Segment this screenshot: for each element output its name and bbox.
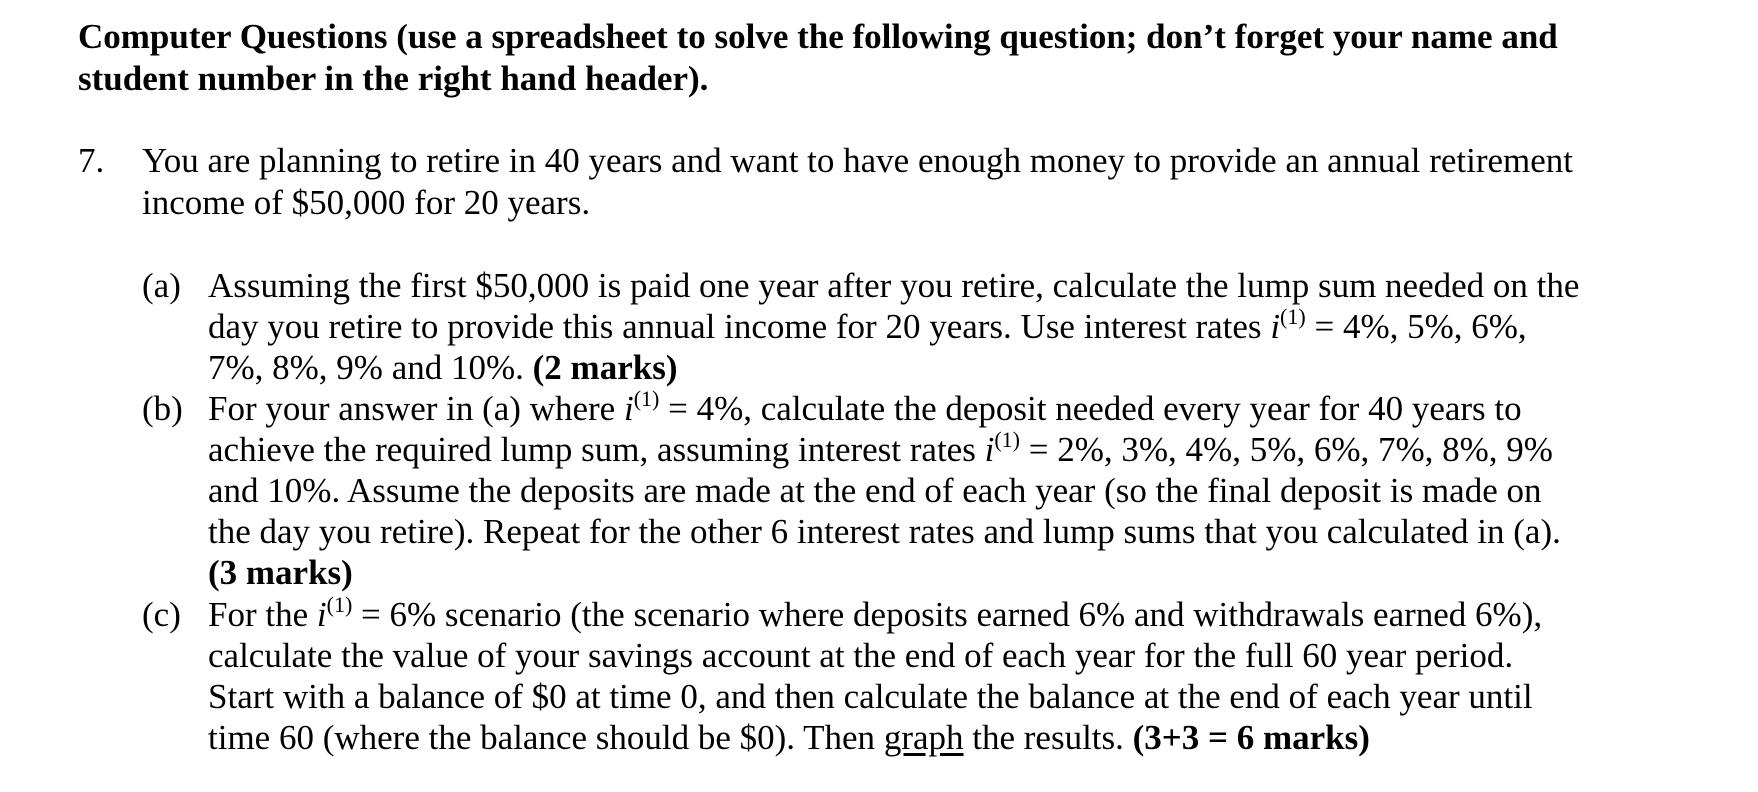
part-b-line-2-text: achieve the required lump sum, assuming interest rates [208, 430, 985, 469]
part-a-line-1: Assuming the first $50,000 is paid one year after you retire, calculate the lump sum needed on the [208, 266, 1580, 305]
part-c-label: (c) [142, 595, 181, 634]
question-number: 7. [78, 141, 105, 180]
rate-symbol: i [316, 595, 327, 634]
rate-superscript: (1) [994, 427, 1020, 452]
part-b-line-1-text: For your answer in (a) where [208, 389, 624, 428]
part-c-line-4-rest: the results. [963, 718, 1133, 757]
part-c-line-1-text: For the [208, 595, 317, 634]
question-stem [142, 140, 1742, 224]
part-a-line-2 [208, 306, 1758, 347]
part-a-line-2-rates: = 4%, 5%, 6%, [1305, 307, 1527, 346]
part-c-line-1 [208, 594, 1758, 635]
part-b-line-2 [208, 429, 1758, 470]
part-b-marks: (3 marks) [208, 553, 353, 592]
part-a-line-3-text: 7%, 8%, 9% and 10%. [208, 348, 533, 387]
part-c-line-3: Start with a balance of $0 at time 0, and then calculate the balance at the end of each year until [208, 677, 1533, 716]
part-b-label: (b) [142, 389, 183, 428]
rate-symbol: i [1270, 307, 1281, 346]
heading-line-2: student number in the right hand header). [78, 59, 709, 98]
rate-superscript: (1) [633, 386, 660, 411]
part-b-line-1 [208, 388, 1758, 429]
part-c-line-1-rest: = 6% scenario (the scenario where deposits earned 6% and withdrawals earned 6%), [352, 595, 1543, 634]
part-a-body [208, 265, 1758, 388]
part-c-body [208, 594, 1758, 758]
part-c-line-4 [208, 717, 1758, 758]
rate-symbol: i [984, 430, 995, 469]
part-a-label: (a) [142, 266, 181, 305]
rate-superscript: (1) [1280, 304, 1306, 329]
section-heading [78, 16, 1718, 100]
graph-underlined-word: graph [883, 718, 964, 757]
question-stem-line-1: You are planning to retire in 40 years and want to have enough money to provide an annual retirement [142, 141, 1574, 180]
part-c-line-4-text: time 60 (where the balance should be $0). Then [208, 718, 884, 757]
part-b-body [208, 388, 1758, 593]
part-c-marks: (3+3 = 6 marks) [1132, 718, 1370, 757]
heading-line-1: Computer Questions (use a spreadsheet to solve the following question; don’t forget your name and [78, 17, 1558, 56]
part-b-line-2-rates: = 2%, 3%, 4%, 5%, 6%, 7%, 8%, 9% [1019, 430, 1553, 469]
part-b-line-1-rest: = 4%, calculate the deposit needed every year for 40 years to [659, 389, 1522, 428]
part-a-marks: (2 marks) [532, 348, 678, 387]
part-a-line-2-text: day you retire to provide this annual income for 20 years. Use interest rates [208, 307, 1271, 346]
rate-superscript: (1) [326, 592, 353, 617]
rate-symbol: i [623, 389, 634, 428]
question-stem-line-2: income of $50,000 for 20 years. [142, 183, 591, 222]
part-c-line-2: calculate the value of your savings account at the end of each year for the full 60 year period. [208, 636, 1514, 675]
part-b-line-3: and 10%. Assume the deposits are made at the end of each year (so the final deposit is made on [208, 471, 1542, 510]
part-b-line-4: the day you retire). Repeat for the other 6 interest rates and lump sums that you calculated in (a). [208, 512, 1561, 551]
part-a-line-3 [208, 347, 1758, 388]
